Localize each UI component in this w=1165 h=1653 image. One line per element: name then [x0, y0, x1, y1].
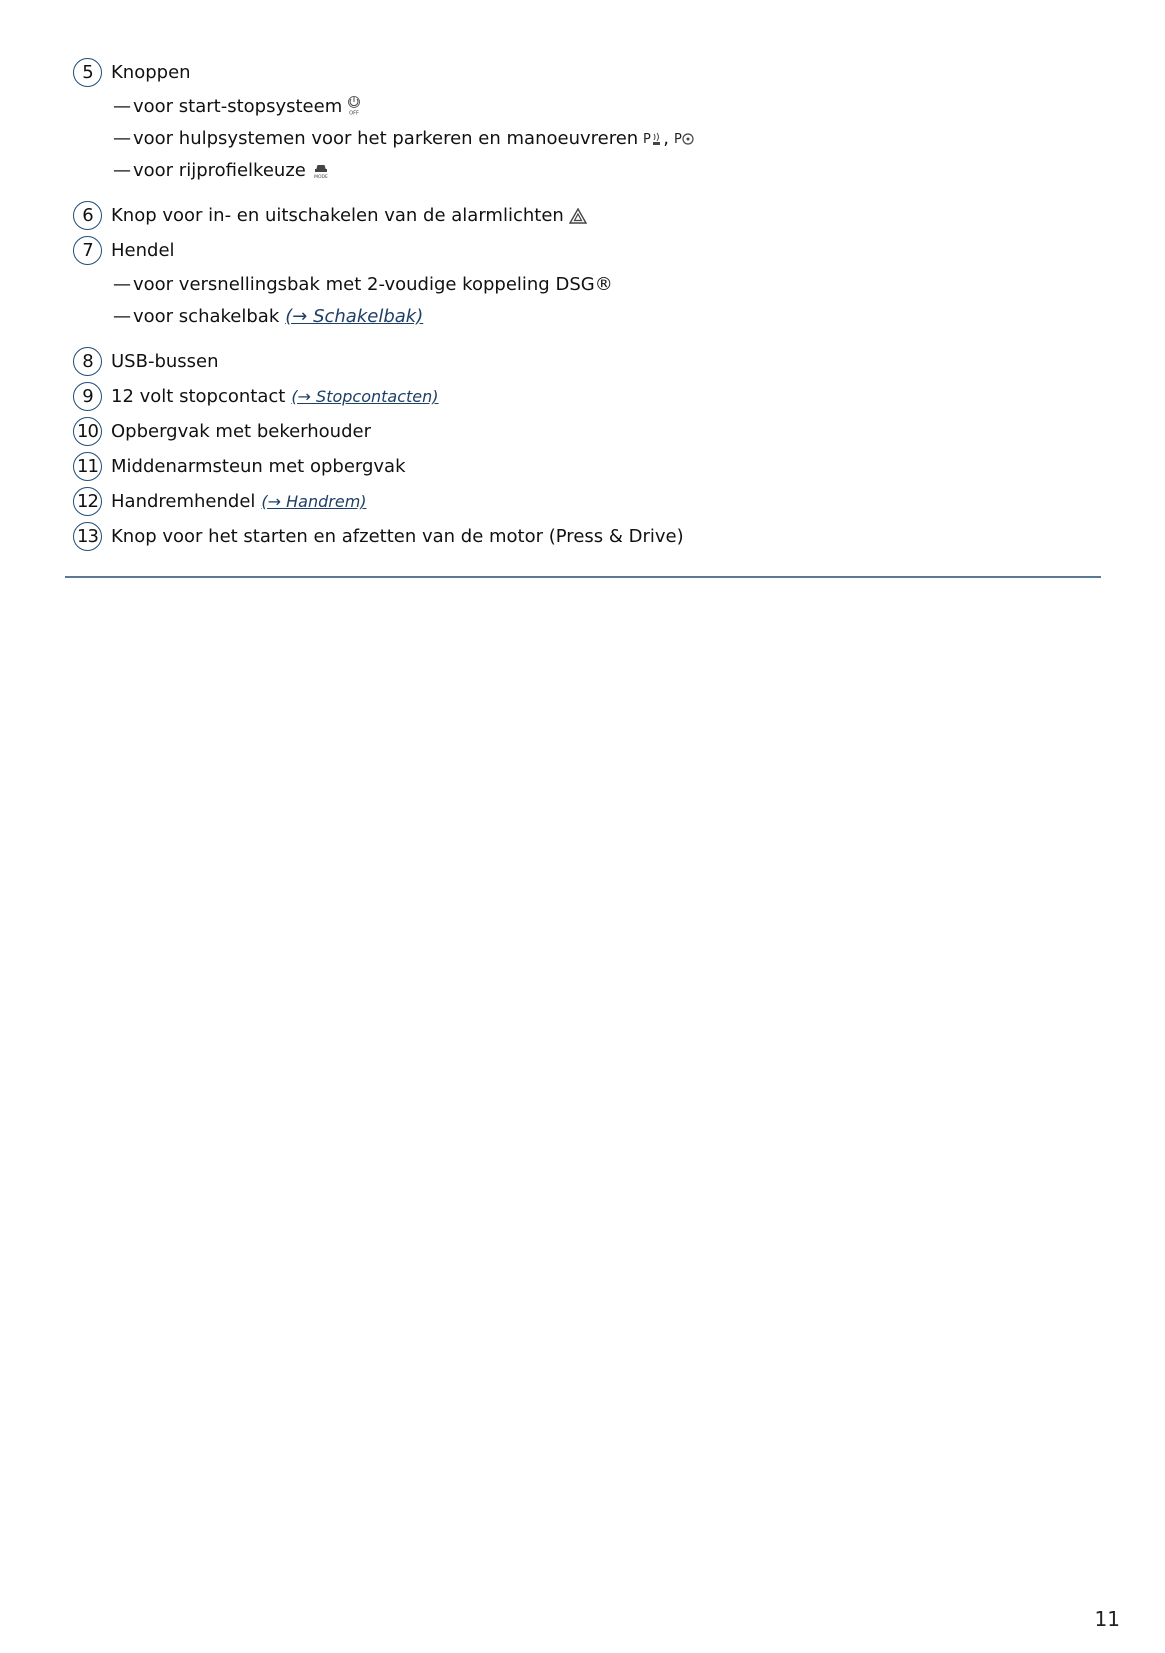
dash: — — [113, 95, 131, 117]
park-steering-icon — [674, 130, 694, 146]
sub-item-text: voor versnellingsbak met 2-voudige koppeling DSG® — [133, 273, 613, 295]
sub-item — [73, 268, 1113, 300]
item-label: Hendel — [111, 240, 175, 261]
page-number: 11 — [1094, 1607, 1120, 1631]
svg-text:P: P — [643, 132, 652, 146]
item-number: 11 — [73, 452, 102, 481]
item-label: Knop voor in- en uitschakelen van de alarmlichten — [111, 205, 564, 226]
svg-text:P: P — [673, 132, 682, 146]
sub-item — [73, 154, 1113, 186]
legend-item-5 — [73, 55, 1113, 90]
legend-item-13 — [73, 519, 1113, 554]
item-number: 10 — [73, 417, 102, 446]
item-number: 9 — [73, 382, 102, 411]
legend-item-8 — [73, 344, 1113, 379]
drive-mode-icon — [311, 161, 331, 179]
start-stop-off-icon — [347, 96, 361, 116]
mode-label: MODE — [313, 175, 328, 179]
sub-item-text: voor schakelbak — [133, 305, 280, 327]
schakelbak-link[interactable]: (→ Schakelbak) — [285, 305, 424, 327]
sub-item-text: voor hulpsystemen voor het parkeren en manoeuvreren — [133, 127, 639, 149]
dash: — — [113, 305, 131, 327]
park-assist-icon — [643, 130, 663, 146]
sub-item — [73, 122, 1113, 154]
sub-item — [73, 300, 1113, 332]
stopcontacten-link[interactable]: (→ Stopcontacten) — [291, 387, 439, 406]
legend-list — [73, 55, 1113, 554]
sub-item-text: voor start-stopsysteem — [133, 95, 343, 117]
item-number: 7 — [73, 236, 102, 265]
separator: , — [663, 127, 669, 149]
item-label: Opbergvak met bekerhouder — [111, 421, 371, 442]
dash: — — [113, 159, 131, 181]
item-number: 13 — [73, 522, 102, 551]
item-label: Middenarmsteun met opbergvak — [111, 456, 406, 477]
legend-item-7 — [73, 233, 1113, 268]
item-label: 12 volt stopcontact — [111, 386, 286, 407]
dash: — — [113, 127, 131, 149]
item-number: 12 — [73, 487, 102, 516]
off-label: OFF — [349, 110, 360, 116]
legend-item-9 — [73, 379, 1113, 414]
dash: — — [113, 273, 131, 295]
item-label: Knop voor het starten en afzetten van de motor (Press & Drive) — [111, 526, 684, 547]
item-number: 6 — [73, 201, 102, 230]
handrem-link[interactable]: (→ Handrem) — [261, 492, 367, 511]
legend-item-11 — [73, 449, 1113, 484]
item-number: 5 — [73, 58, 102, 87]
item-label: USB-bussen — [111, 351, 219, 372]
legend-item-6 — [73, 198, 1113, 233]
hazard-triangle-icon — [569, 208, 587, 224]
sub-item-text: voor rijprofielkeuze — [133, 159, 306, 181]
item-label: Knoppen — [111, 62, 191, 83]
divider — [65, 576, 1101, 578]
legend-item-12 — [73, 484, 1113, 519]
legend-item-10 — [73, 414, 1113, 449]
item-number: 8 — [73, 347, 102, 376]
sub-item — [73, 90, 1113, 122]
item-label: Handremhendel — [111, 491, 256, 512]
